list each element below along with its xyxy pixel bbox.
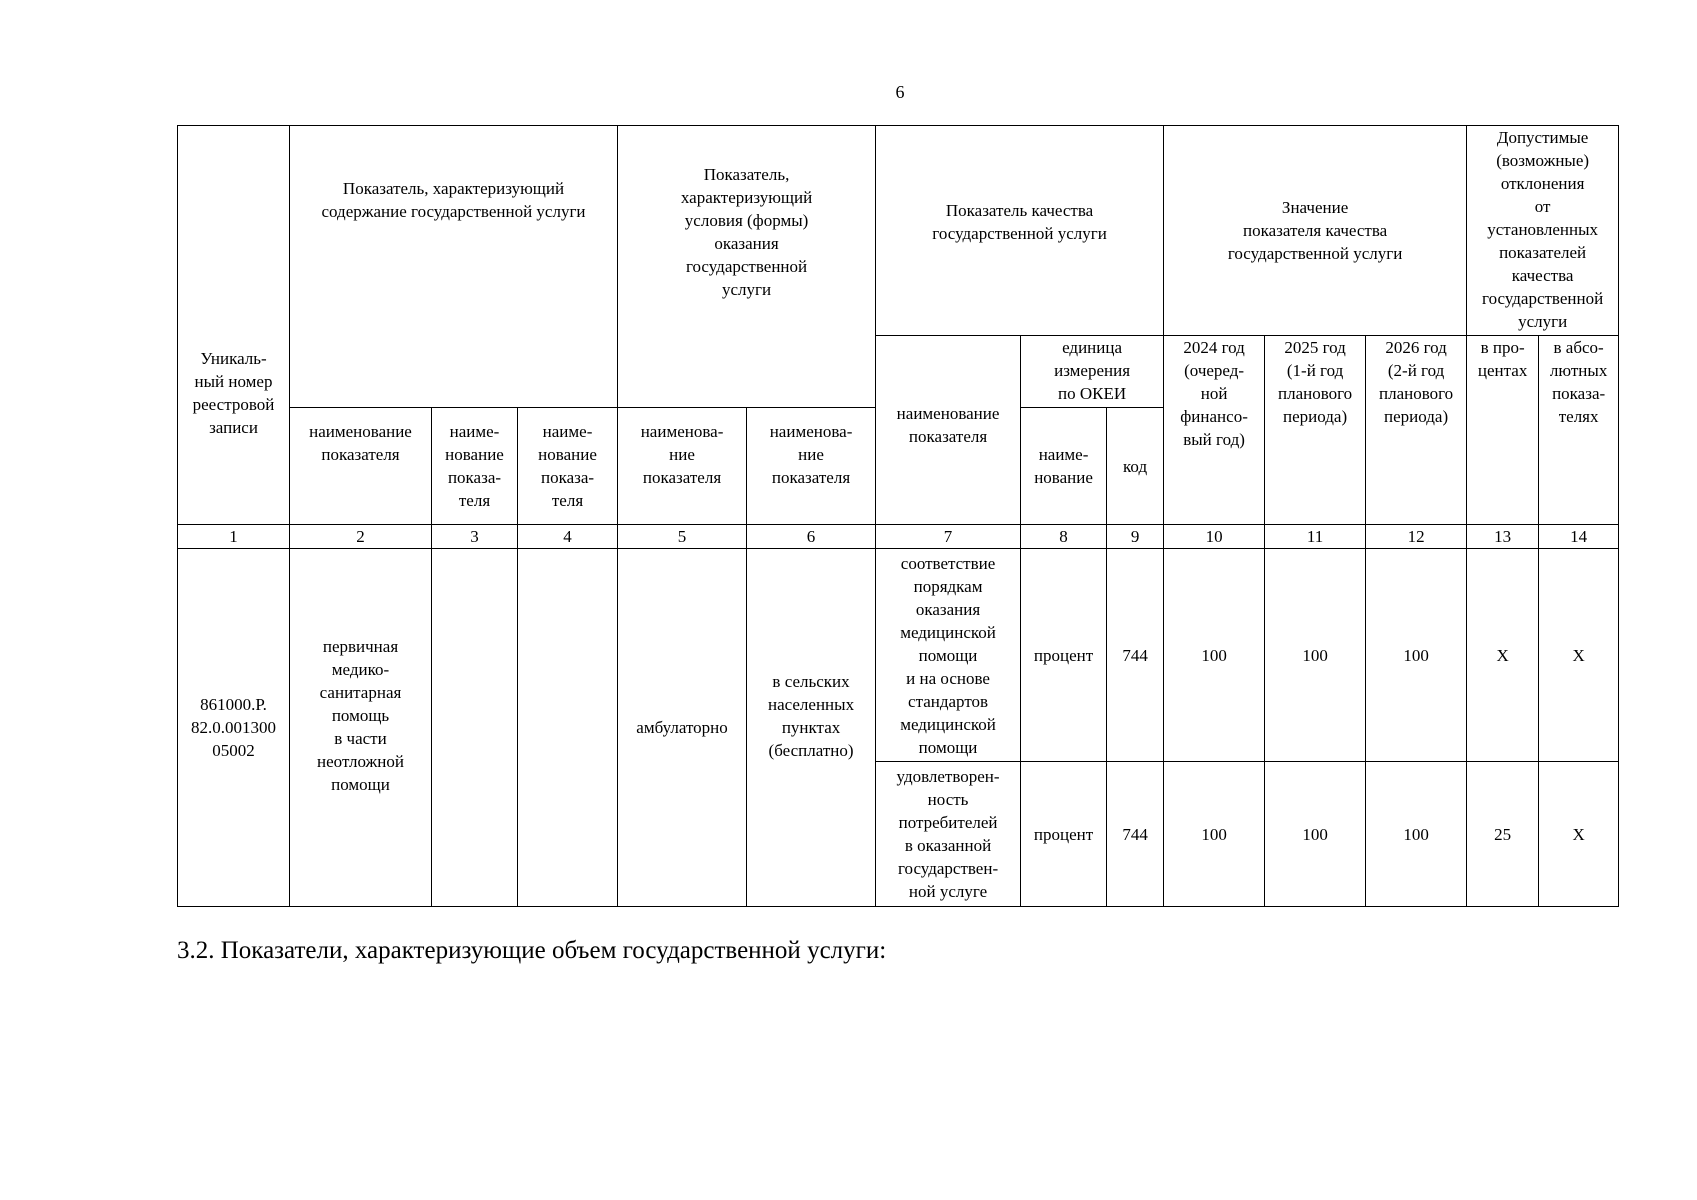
header-year-2026: 2026 год (2-й год планового периода) [1366,336,1467,525]
deviation-absolute-cell: X [1539,549,1619,762]
quality-indicators-table [177,125,1619,907]
header-conditions-indicator: Показатель, характеризующий условия (формы) оказания государственной услуги [618,126,876,408]
header-year-2024: 2024 год (очеред- ной финансо- вый год) [1164,336,1265,525]
condition-place-cell: в сельских населенных пунктах (бесплатно) [747,549,876,907]
column-number: 13 [1467,525,1539,549]
unit-cell: процент [1021,549,1107,762]
registry-number-cell: 861000.Р. 82.0.001300 05002 [178,549,290,907]
column-number: 4 [518,525,618,549]
column-number: 9 [1107,525,1164,549]
condition-form-cell: амбулаторно [618,549,747,907]
deviation-percent-cell: 25 [1467,762,1539,907]
header-in-percent: в про- центах [1467,336,1539,525]
column-number: 8 [1021,525,1107,549]
column-numbers-row [178,525,1619,549]
header-year-2025: 2025 год (1-й год планового периода) [1265,336,1366,525]
column-number: 5 [618,525,747,549]
header-quality-indicator: Показатель качества государственной услуги [876,126,1164,336]
header-unit-code: код [1107,408,1164,525]
header-registry-number: Уникаль- ный номер реестровой записи [178,126,290,525]
empty-cell [432,549,518,907]
column-number: 3 [432,525,518,549]
code-cell: 744 [1107,762,1164,907]
header-indicator-name: наименование показателя [876,336,1021,525]
value-2026-cell: 100 [1366,549,1467,762]
header-allowed-deviations: Допустимые (возможные) отклонения от установленных показателей качества государственной услуги [1467,126,1619,336]
value-2025-cell: 100 [1265,762,1366,907]
indicator-cell: соответствие порядкам оказания медицинской помощи и на основе стандартов медицинской помощи [876,549,1021,762]
unit-cell: процент [1021,762,1107,907]
header-in-absolute: в абсо- лютных показа- телях [1539,336,1619,525]
header-col2-name: наименование показателя [290,408,432,525]
value-2024-cell: 100 [1164,762,1265,907]
header-col3-name: наиме- нование показа- теля [432,408,518,525]
column-number: 7 [876,525,1021,549]
column-number: 12 [1366,525,1467,549]
empty-cell [518,549,618,907]
column-number: 11 [1265,525,1366,549]
indicator-cell: удовлетворен- ность потребителей в оказанной государствен- ной услуге [876,762,1021,907]
code-cell: 744 [1107,549,1164,762]
column-number: 6 [747,525,876,549]
deviation-absolute-cell: X [1539,762,1619,907]
column-number: 1 [178,525,290,549]
section-heading: 3.2. Показатели, характеризующие объем государственной услуги: [177,937,887,964]
value-2026-cell: 100 [1366,762,1467,907]
header-quality-value: Значение показателя качества государственной услуги [1164,126,1467,336]
header-unit-okei: единица измерения по ОКЕИ [1021,336,1164,408]
header-col5-name: наименова- ние показателя [618,408,747,525]
column-number: 2 [290,525,432,549]
deviation-percent-cell: X [1467,549,1539,762]
header-content-indicator: Показатель, характеризующий содержание государственной услуги [290,126,618,408]
page-number: 6 [895,82,905,102]
column-number: 10 [1164,525,1265,549]
value-2025-cell: 100 [1265,549,1366,762]
value-2024-cell: 100 [1164,549,1265,762]
header-col6-name: наименова- ние показателя [747,408,876,525]
column-number: 14 [1539,525,1619,549]
header-col4-name: наиме- нование показа- теля [518,408,618,525]
content-value-cell: первичная медико- санитарная помощь в части неотложной помощи [290,549,432,907]
table-row [178,549,1619,762]
header-unit-name: наиме- нование [1021,408,1107,525]
